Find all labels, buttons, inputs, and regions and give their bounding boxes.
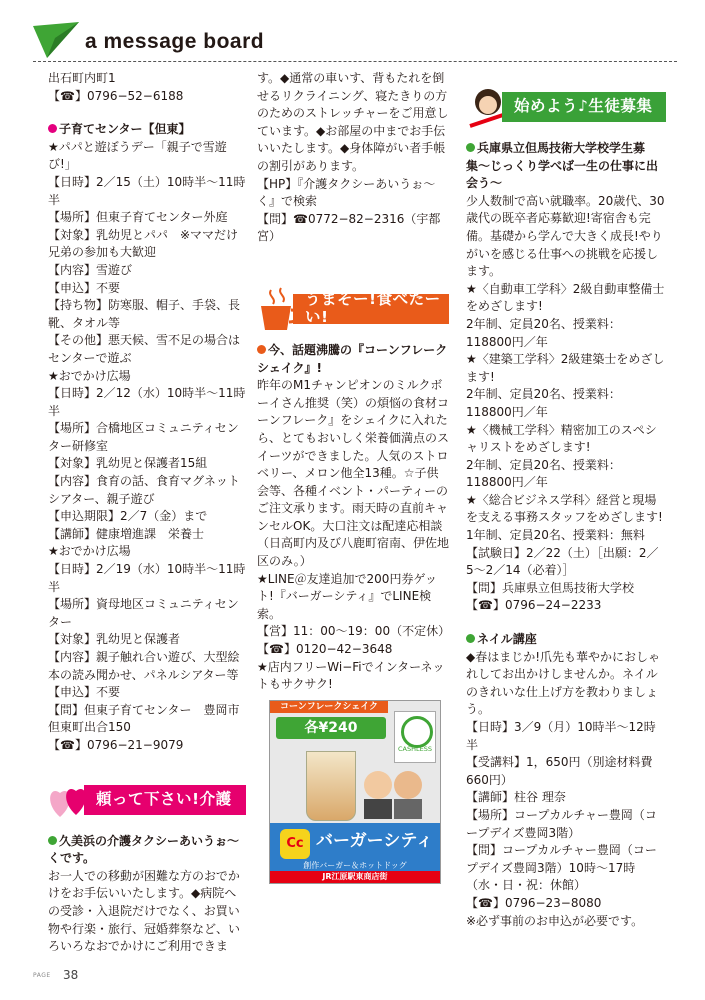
header-divider (33, 61, 677, 62)
text-line: す。◆通常の車いす、背もたれを倒せるリクライニング、寝たきりの方のためのストレッチャーをご用意しています。◆お部屋の中までお手伝いいたします。◆身体障がい者手帳の割引があります。 (257, 71, 449, 173)
banner-care (48, 777, 246, 823)
text-line: 【その他】悪天候、雪不足の場合はセンターで遊ぶ (48, 333, 241, 365)
cashless-badge (394, 711, 436, 763)
text-line: 【内容】食育の話、食育マグネットシアター、親子遊び (48, 474, 240, 506)
banner-food-label: うまそー!食べたーい! (293, 294, 449, 324)
text-line: 【場所】資母地区コミュニティセンター (48, 597, 239, 629)
column-2 (257, 70, 449, 884)
text-line: 2年制、定員20名、授業料：118800円／年 (466, 387, 621, 419)
text-line: 【申込】不要 (48, 685, 121, 700)
text-line: 1年制、定員20名、授業料：無料 (466, 528, 645, 543)
section-title-shake: 今、話題沸騰の『コーンフレークシェイク』! (257, 342, 448, 375)
text-line: ★〈自動車工学科〉2級自動車整備士をめざします! (466, 281, 665, 314)
banner-students-label: 始めよう♪生徒募集 (502, 92, 666, 122)
bullet-dot-icon (466, 143, 475, 152)
text-line: ★〈総合ビジネス学科〉経営と現場を支える事務スタッフをめざします! (466, 492, 663, 525)
text-line: ★おでかけ広場 (48, 544, 131, 559)
column-3 (466, 70, 666, 930)
text-line: 【☎】0796−21−9079 (48, 737, 184, 752)
banner-care-label: 頼って下さい!介護 (84, 785, 246, 815)
text-line: 【問】☎0772−82−2316（宇都宮） (257, 211, 441, 244)
text-line: 【日時】2／15（土）10時半〜11時半 (48, 174, 246, 207)
text-line: 【講師】柱谷 理奈 (466, 790, 566, 805)
banner-food (257, 286, 449, 332)
text-line: 【講師】健康増進課 栄養士 (48, 526, 205, 541)
text-line: ★おでかけ広場 (48, 368, 131, 383)
text-line: 【持ち物】防寒服、帽子、手袋、長靴、タオル等 (48, 298, 241, 330)
text-line: 【場所】コープカルチャー豊岡（コープデイズ豊岡3階） (466, 807, 657, 840)
phone-line: 【☎】0796−52−6188 (48, 88, 184, 103)
text-line: 【内容】雪遊び (48, 262, 133, 277)
text-line: 【申込】不要 (48, 280, 121, 295)
ad-headline: コーンフレークシェイク (270, 701, 388, 713)
text-line: 2年制、定員20名、授業料：118800円／年 (466, 316, 621, 349)
brand-tagline: 創作バーガー＆ホットドッグ (303, 860, 407, 870)
store-location: JR江原駅東商店街 (270, 871, 440, 883)
text-line: 【問】但東子育てセンター 豊岡市但東町出合150 (48, 702, 240, 735)
text-line: 【対象】乳幼児とパパ ※ママだけ兄弟の参加も大歓迎 (48, 227, 239, 260)
text-line: 【対象】乳幼児と保護者 (48, 632, 181, 647)
section-title-nail-course: ネイル講座 (466, 631, 666, 649)
text-line: ★〈機械工学科〉精密加工のスペシャリストをめざします! (466, 422, 657, 455)
section-title-care-taxi: 久美浜の介護タクシーあいうぉ〜くです。 (48, 833, 240, 866)
page-label: PAGE (33, 972, 51, 979)
text-line: 【申込期限】2／7（金）まで (48, 509, 208, 524)
bullet-dot-icon (257, 345, 266, 354)
ad-brand-strip (270, 823, 440, 871)
text-line: 【受講料】1，650円（別途材料費660円） (466, 755, 653, 787)
ad-price: 各¥240 (276, 717, 386, 739)
text-line: ◆春はまじか!爪先も華やかにおしゃれしてお出かけしませんか。ネイルのきれいな仕上げ方を教わりましょう。 (466, 649, 661, 717)
paper-plane-icon (33, 22, 81, 60)
cashless-label: CASHLESS (398, 745, 432, 754)
burger-city-ad (269, 700, 441, 884)
bullet-dot-icon (48, 836, 57, 845)
bullet-dot-icon (466, 634, 475, 643)
text-line: 【☎】0796−23−8080 (466, 895, 602, 910)
banner-students (466, 84, 666, 130)
text-line: 【☎】0796−24−2233 (466, 598, 602, 613)
text-line: ★〈建築工学科〉2級建築士をめざします! (466, 352, 665, 384)
bullet-dot-icon (48, 124, 57, 133)
text-line: 【場所】合橋地区コミュニティセンター研修室 (48, 421, 239, 453)
text-line: 【日時】2／19（水）10時半〜11時半 (48, 562, 246, 594)
section-title-childcare: 子育てセンター【但東】 (48, 121, 246, 139)
text-line: ★店内フリーWi−Fiでインターネットもサクサク! (257, 659, 445, 692)
page-title: a message board (85, 30, 265, 53)
brand-logo: Cc (280, 829, 310, 859)
text-line: 【営】11：00〜19：00（不定休） (257, 624, 451, 639)
page-number: 38 (63, 968, 79, 982)
section-title-technical-college: 兵庫県立但馬技術大学校学生募集〜じっくり学べば一生の仕事に出会う〜 (466, 141, 659, 191)
comedians-illustration (358, 763, 428, 819)
text-line: 【HP】『介護タクシーあいうぉ〜く』で検索 (257, 176, 436, 209)
brand-name: バーガーシティ (316, 830, 433, 851)
text-line: 【日時】3／9（月）10時半〜12時半 (466, 720, 656, 752)
text-line: 【問】コープカルチャー豊岡（コープデイズ豊岡3階）10時〜17時（水・日・祝：休館） (466, 843, 657, 893)
text-line: ★パパと遊ぼうデー「親子で雪遊び!」 (48, 139, 227, 172)
text-line: 【内容】親子触れ合い遊び、大型絵本の読み聞かせ、パネルシアター等 (48, 650, 240, 682)
column-1 (48, 70, 246, 956)
text-line: 【場所】但東子育てセンター外庭 (48, 210, 228, 225)
text-line: 【日時】2／12（水）10時半〜11時半 (48, 386, 246, 418)
address-line: 出石町内町1 (48, 71, 116, 85)
text-line: ※必ず事前のお申込が必要です。 (466, 913, 644, 928)
text-line: 【対象】乳幼児と保護者15組 (48, 456, 208, 471)
text-line: 【試験日】2／22（土）［出願：2／5〜2／14（必着）］ (466, 545, 659, 578)
text-line: 【☎】0120−42−3648 (257, 642, 393, 657)
text-line: ★LINE＠友達追加で200円券ゲット!『バーガーシティ』でLINE検索。 (257, 571, 437, 621)
shake-cup-image (306, 751, 356, 821)
text-line: お一人での移動が困難な方のおでかけをお手伝いいたします。◆病院への受診・入退院だけでなく、お買い物や行楽・旅行、冠婚葬祭など、いろいろなおでかけにご利用できま (48, 868, 241, 954)
text-line: 2年制、定員20名、授業料：118800円／年 (466, 457, 621, 490)
text-line: 少人数制で高い就職率。20歳代、30歳代の既卒者応募歓迎!寄宿舎も完備。基礎から学んで大きく成長!やりがいを感じる仕事への挑戦を応援します。 (466, 193, 665, 279)
text-line: 【問】兵庫県立但馬技術大学校 (466, 580, 635, 595)
text-line: 昨年のM1チャンピオンのミルクボーイさん推奨（笑）の煩悩の食材コーンフレーク』をシェイクに入れたら、とてもおいしく栄養価満点のスイーツができました。人気のストロベリー、メロン他全13種。☆子供会等、各種イベント・パーティーのご注文承ります。雨天時の直前キャンセルOK。大口注文は配達応相談（日高町内及び八鹿町宿南、伊佐地区のみ。） (257, 378, 450, 569)
